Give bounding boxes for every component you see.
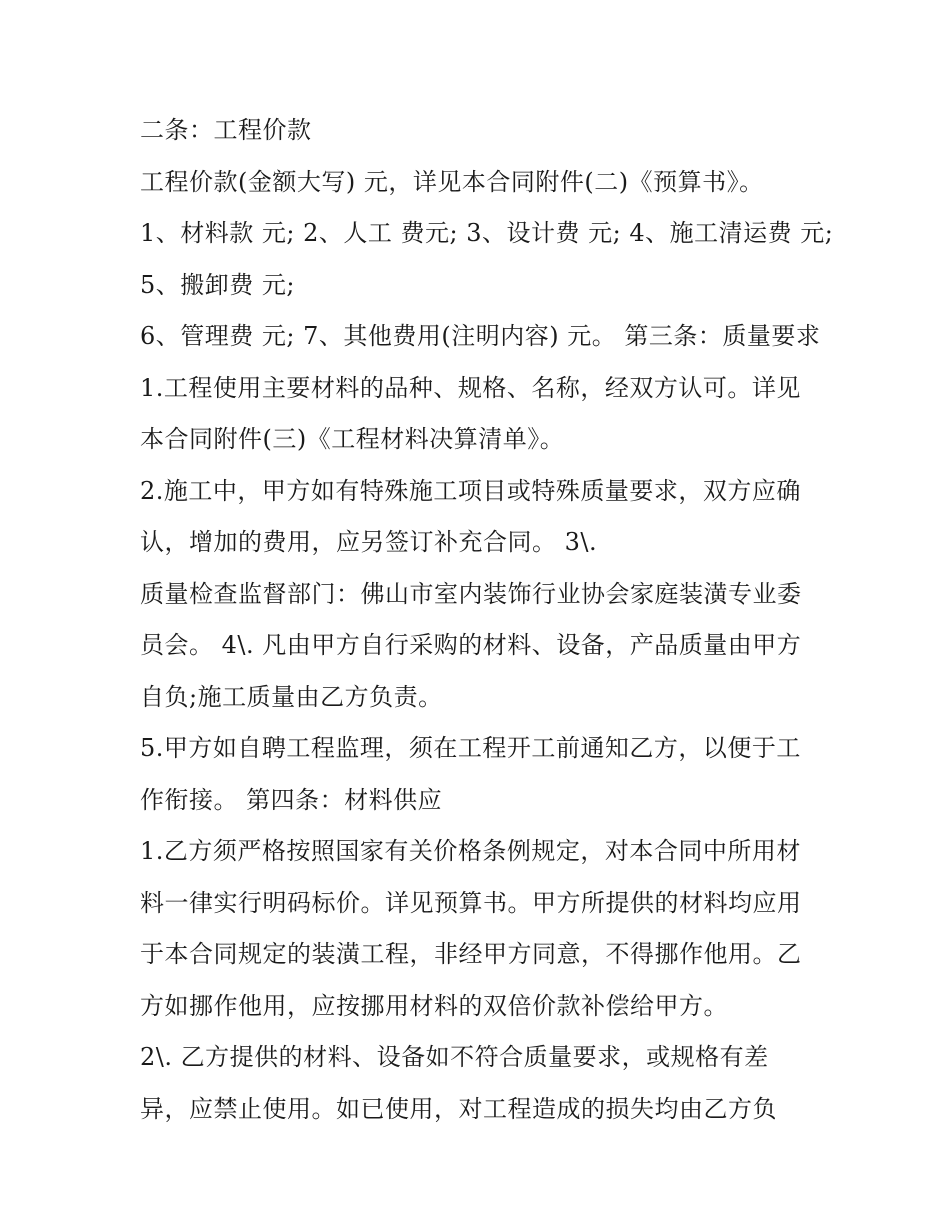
- text-line: 方如挪作他用，应按挪用材料的双倍价款补偿给甲方。: [140, 991, 728, 1020]
- text-line: 5、搬卸费 元;: [140, 270, 295, 299]
- text-line: 料一律实行明码标价。详见预算书。甲方所提供的材料均应用: [140, 888, 802, 917]
- text-line: 2\. 乙方提供的材料、设备如不符合质量要求，或规格有差: [140, 1043, 769, 1071]
- text-line: 异，应禁止使用。如已使用，对工程造成的损失均由乙方负: [140, 1094, 777, 1123]
- text-line: 工程价款(金额大写) 元，详见本合同附件(二)《预算书》。: [140, 167, 764, 196]
- text-line: 作衔接。 第四条：材料供应: [140, 785, 443, 814]
- text-line: 本合同附件(三)《工程材料决算清单》。: [140, 425, 565, 453]
- text-line: 员会。 4\. 凡由甲方自行采购的材料、设备，产品质量由甲方: [140, 631, 802, 659]
- text-line: 5.甲方如自聘工程监理，须在工程开工前通知乙方，以便于工: [140, 734, 801, 762]
- text-line: 自负;施工质量由乙方负责。: [140, 682, 443, 711]
- document-body: [140, 105, 834, 1135]
- section-heading-price: 二条：工程价款: [140, 116, 312, 144]
- text-line: 6、管理费 元; 7、其他费用(注明内容) 元。 第三条：质量要求: [140, 322, 821, 350]
- text-line: 2.施工中，甲方如有特殊施工项目或特殊质量要求，双方应确: [140, 476, 801, 505]
- text-line: 质量检查监督部门：佛山市室内装饰行业协会家庭装潢专业委: [140, 579, 802, 608]
- text-line: 1、材料款 元; 2、人工 费元; 3、设计费 元; 4、施工清运费 元;: [140, 219, 834, 247]
- text-line: 于本合同规定的装潢工程，非经甲方同意，不得挪作他用。乙: [140, 940, 802, 968]
- text-line: 认，增加的费用，应另签订补充合同。 3\.: [140, 528, 598, 556]
- text-line: 1.乙方须严格按照国家有关价格条例规定，对本合同中所用材: [140, 837, 801, 865]
- text-line: 1.工程使用主要材料的品种、规格、名称，经双方认可。详见: [140, 373, 801, 402]
